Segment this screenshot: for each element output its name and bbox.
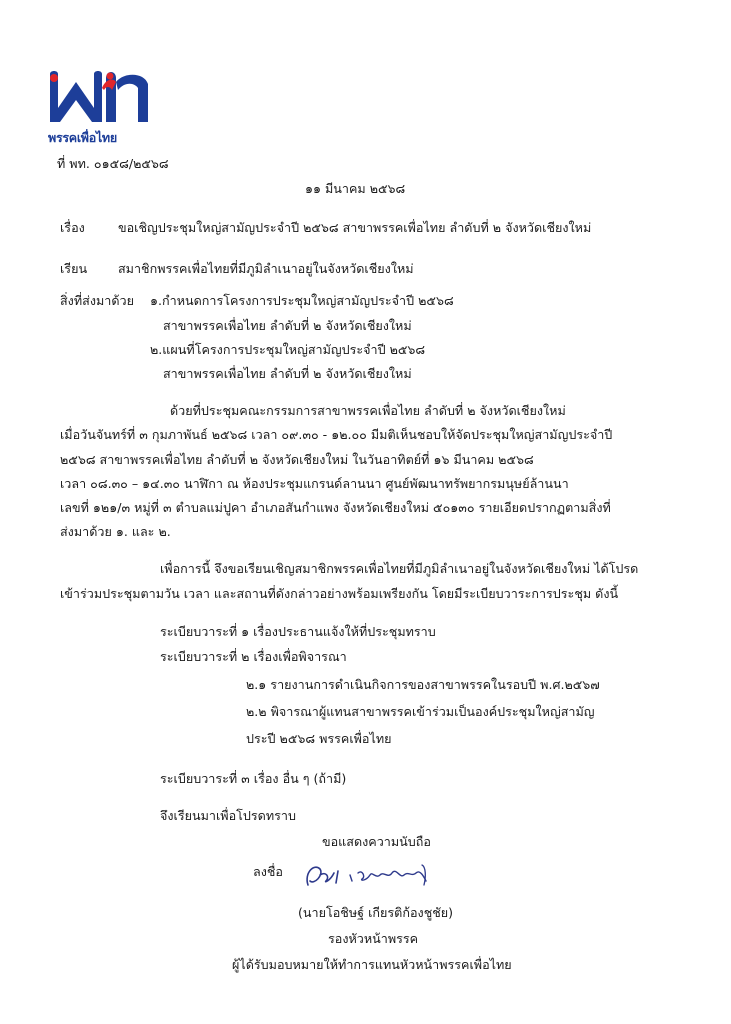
enclosure-item: สาขาพรรคเพื่อไทย ลำดับที่ ๒ จังหวัดเชียงใหม่ [163, 366, 412, 381]
party-logo-mark [46, 68, 152, 126]
enclosure-item: ๒.แผนที่โครงการประชุมใหญ่สามัญประจำปี ๒๕๖๘ [150, 342, 426, 357]
party-logo [46, 68, 156, 150]
signer-name: (นายโอชิษฐ์ เกียรติก้องชูชัย) [298, 905, 454, 920]
agenda-item: ระเบียบวาระที่ ๑ เรื่องประธานแจ้งให้ที่ประชุมทราบ [160, 624, 436, 639]
subject-text: ขอเชิญประชุมใหญ่สามัญประจำปี ๒๕๖๘ สาขาพรรคเพื่อไทย ลำดับที่ ๒ จังหวัดเชียงใหม่ [118, 220, 592, 235]
agenda-subitem: ๒.๒ พิจารณาผู้แทนสาขาพรรคเข้าร่วมเป็นองค์ประชุมใหญ่สามัญ [246, 704, 595, 719]
enclosure-item: สาขาพรรคเพื่อไทย ลำดับที่ ๒ จังหวัดเชียงใหม่ [163, 318, 412, 333]
body-paragraph-line: เมื่อวันจันทร์ที่ ๓ กุมภาพันธ์ ๒๕๖๘ เวลา ๐๙.๓๐ - ๑๒.๐๐ มีมติเห็นชอบให้จัดประชุมใหญ่สามัญประจำปี [60, 427, 613, 442]
party-name: พรรคเพื่อไทย [48, 130, 117, 145]
document-reference: ที่ พท. ๐๑๕๘/๒๕๖๘ [57, 156, 169, 171]
signer-title: รองหัวหน้าพรรค [328, 931, 419, 946]
enclosure-item: ๑.กำหนดการโครงการประชุมใหญ่สามัญประจำปี ๒๕๖๘ [150, 293, 454, 308]
subject-label: เรื่อง [60, 220, 85, 235]
closing-text: จึงเรียนมาเพื่อโปรดทราบ [160, 808, 296, 823]
body-paragraph-line: ด้วยที่ประชุมคณะกรรมการสาขาพรรคเพื่อไทย ลำดับที่ ๒ จังหวัดเชียงใหม่ [170, 403, 566, 418]
document-date: ๑๑ มีนาคม ๒๕๖๘ [305, 181, 406, 196]
recipient-label: เรียน [60, 261, 88, 276]
enclosure-label: สิ่งที่ส่งมาด้วย [60, 293, 134, 308]
agenda-item: ระเบียบวาระที่ ๒ เรื่องเพื่อพิจารณา [160, 649, 347, 664]
respect-text: ขอแสดงความนับถือ [322, 834, 431, 849]
body-paragraph-line: ส่งมาด้วย ๑. และ ๒. [60, 524, 171, 539]
signature-image [300, 855, 440, 895]
sign-label: ลงชื่อ [253, 864, 283, 879]
agenda-subitem: ๒.๑ รายงานการดำเนินกิจการของสาขาพรรคในรอบปี พ.ศ.๒๕๖๗ [246, 677, 600, 692]
recipient-text: สมาชิกพรรคเพื่อไทยที่มีภูมิลำเนาอยู่ในจังหวัดเชียงใหม่ [118, 261, 414, 276]
signer-role: ผู้ได้รับมอบหมายให้ทำการแทนหัวหน้าพรรคเพื่อไทย [232, 957, 512, 972]
agenda-subitem: ประปี ๒๕๖๘ พรรคเพื่อไทย [246, 731, 392, 746]
body-paragraph-line: เข้าร่วมประชุมตามวัน เวลา และสถานที่ดังกล่าวอย่างพร้อมเพรียงกัน โดยมีระเบียบวาระการประชุม ดังนี้ [60, 586, 619, 601]
body-paragraph-line: เลขที่ ๑๒๑/๓ หมู่ที่ ๓ ตำบลแม่ปูคา อำเภอสันกำแพง จังหวัดเชียงใหม่ ๕๐๑๓๐ รายเอียดปรากฏตามสิ่งที่ [60, 500, 611, 515]
body-paragraph-line: เพื่อการนี้ จึงขอเรียนเชิญสมาชิกพรรคเพื่อไทยที่มีภูมิลำเนาอยู่ในจังหวัดเชียงใหม่ ได้โปรด [160, 561, 639, 576]
body-paragraph-line: ๒๕๖๘ สาขาพรรคเพื่อไทย ลำดับที่ ๒ จังหวัดเชียงใหม่ ในวันอาทิตย์ที่ ๑๖ มีนาคม ๒๕๖๘ [60, 452, 534, 467]
agenda-item: ระเบียบวาระที่ ๓ เรื่อง อื่น ๆ (ถ้ามี) [160, 771, 347, 786]
body-paragraph-line: เวลา ๐๘.๓๐ – ๑๔.๓๐ นาฬิกา ณ ห้องประชุมแกรนด์ลานนา ศูนย์พัฒนาทรัพยากรมนุษย์ล้านนา [60, 476, 569, 491]
